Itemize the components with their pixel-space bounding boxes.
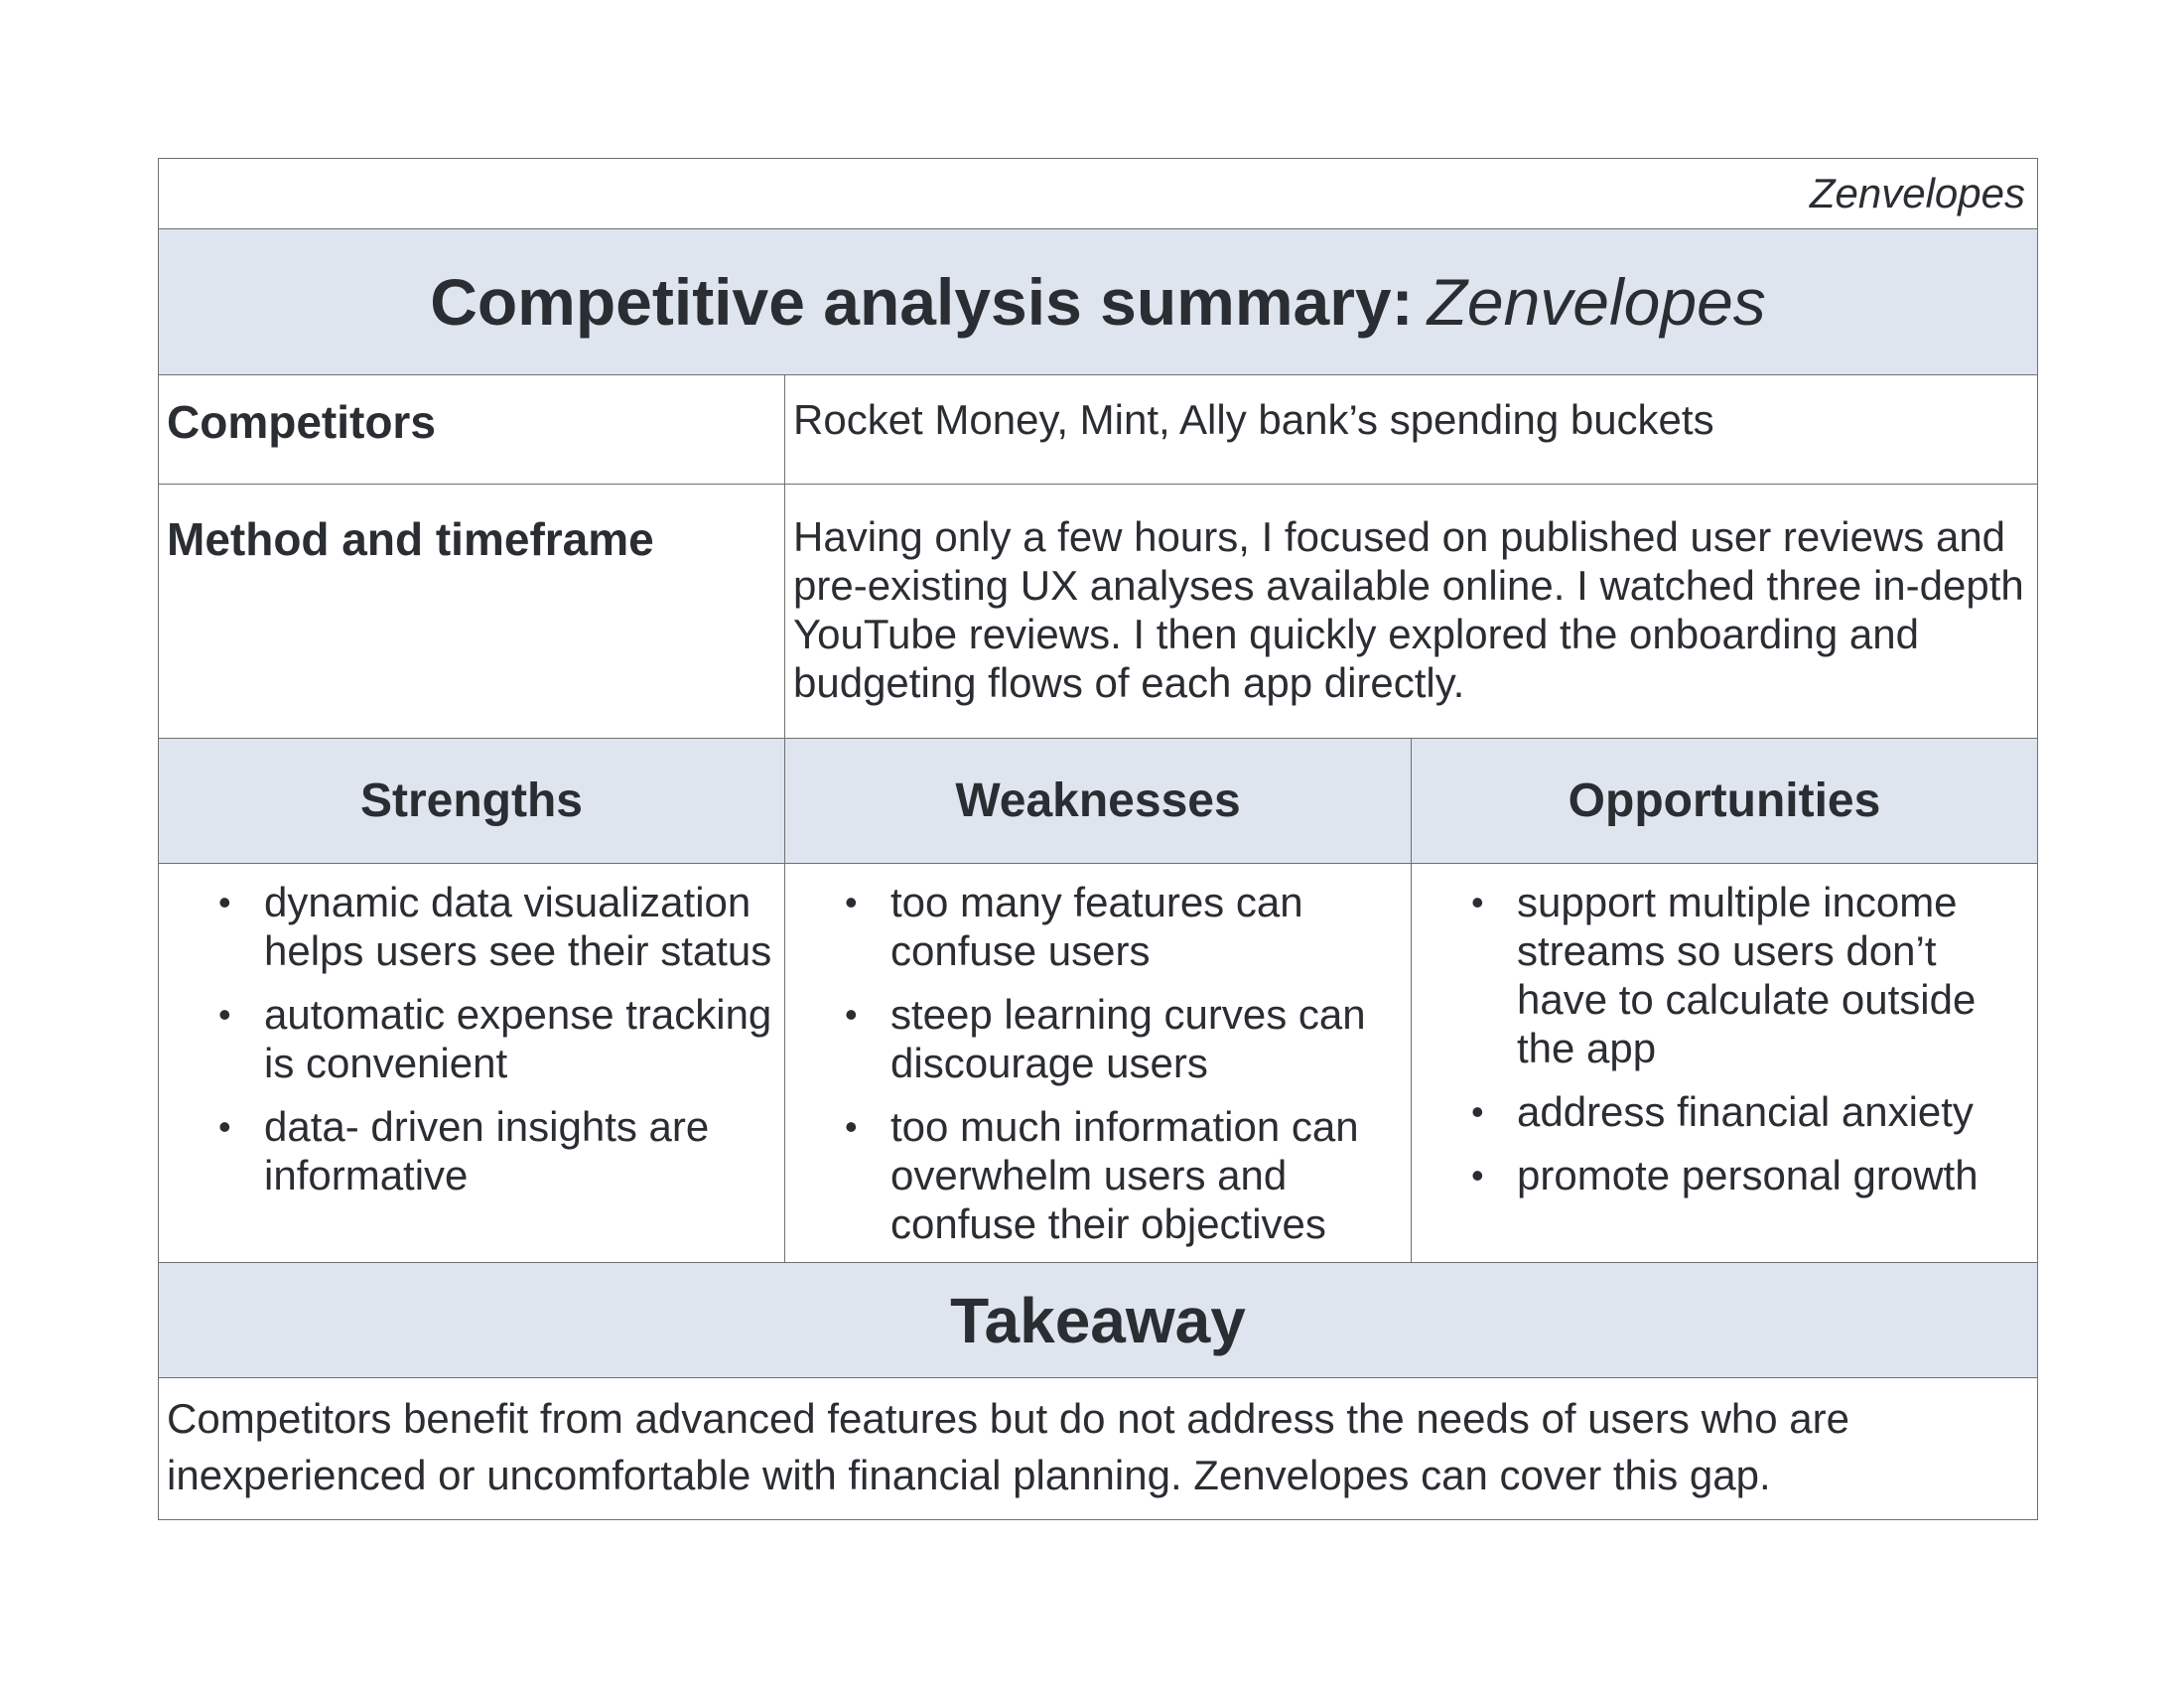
opportunities-column — [1412, 864, 2037, 1262]
header-brand: Zenvelopes — [1809, 170, 2025, 216]
strengths-heading: Strengths — [159, 739, 785, 863]
opportunities-heading: Opportunities — [1568, 774, 1881, 827]
weaknesses-heading: Weaknesses — [785, 739, 1412, 863]
list-item: • automatic expense tracking is convenient — [264, 990, 774, 1087]
takeaway-heading: Takeaway — [950, 1284, 1246, 1356]
list-item: • address financial anxiety — [1517, 1087, 2027, 1136]
strengths-column — [159, 864, 785, 1262]
swo-heading-row — [159, 738, 2037, 863]
method-row — [159, 484, 2037, 738]
competitors-value: Rocket Money, Mint, Ally bank’s spending buckets — [793, 396, 1714, 443]
method-label: Method and timeframe — [159, 485, 785, 738]
list-item: • support multiple income streams so users don’t have to calculate outside the app — [1517, 878, 2027, 1072]
competitive-analysis-table — [158, 158, 2038, 1520]
swo-list-row — [159, 863, 2037, 1262]
takeaway-heading-row — [159, 1262, 2037, 1377]
weaknesses-list — [785, 878, 1411, 1248]
competitors-row — [159, 374, 2037, 484]
page-title-product: Zenvelopes — [1427, 265, 1766, 339]
list-item: • steep learning curves can discourage users — [890, 990, 1401, 1087]
takeaway-text — [167, 1390, 1849, 1519]
takeaway-line-1: Competitors benefit from advanced features but do not address the needs of users who are — [167, 1395, 1849, 1442]
page-title: Competitive analysis summary: — [430, 265, 1414, 339]
strengths-list — [159, 878, 784, 1199]
list-item: • dynamic data visualization helps users see their status — [264, 878, 774, 975]
list-item: • data- driven insights are informative — [264, 1102, 774, 1199]
method-value: Having only a few hours, I focused on published user reviews and pre-existing UX analyses available online. I watched three in-depth YouTube reviews. I then quickly explored the onboarding and budgeting flows of each app directly. — [793, 513, 2024, 706]
takeaway-body-row — [159, 1377, 2037, 1519]
list-item: • too many features can confuse users — [890, 878, 1401, 975]
list-item: • promote personal growth — [1517, 1151, 2027, 1199]
list-item: • too much information can overwhelm users and confuse their objectives — [890, 1102, 1401, 1248]
header-row — [159, 159, 2037, 228]
opportunities-list — [1412, 878, 2037, 1199]
takeaway-line-2: inexperienced or uncomfortable with financial planning. Zenvelopes can cover this gap. — [167, 1452, 1771, 1498]
competitors-label: Competitors — [159, 375, 785, 484]
title-row — [159, 228, 2037, 374]
weaknesses-column — [785, 864, 1412, 1262]
